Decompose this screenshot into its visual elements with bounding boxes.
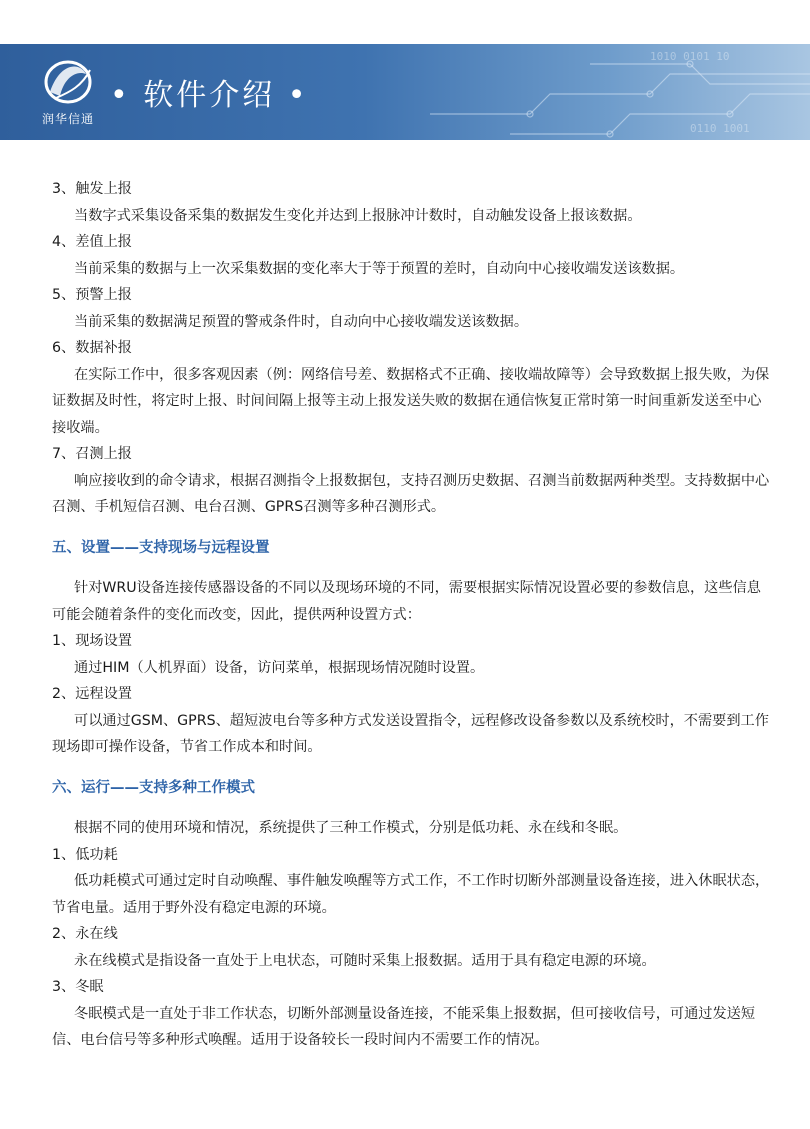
paragraph: 通过HIM（人机界面）设备，访问菜单，根据现场情况随时设置。: [74, 659, 485, 676]
list-item-heading: 3、冬眠: [52, 979, 104, 995]
page-title: • 软件介绍 •: [110, 78, 309, 113]
paragraph: 永在线模式是指设备一直处于上电状态，可随时采集上报数据。适用于具有稳定电源的环境。: [74, 952, 656, 969]
svg-text:0110 1001: 0110 1001: [690, 122, 750, 135]
paragraph: 响应接收到的命令请求，根据召测指令上报数据包，支持召测历史数据、召测当前数据两种类型。支持数据中心召测、手机短信召测、电台召测、GPRS召测等多种召测形式。: [52, 472, 770, 515]
list-item-heading: 3、触发上报: [52, 181, 132, 197]
paragraph: 针对WRU设备连接传感器设备的不同以及现场环境的不同，需要根据实际情况设置必要的参数信息，这些信息可能会随着条件的变化而改变，因此，提供两种设置方式：: [52, 580, 761, 623]
list-item-heading: 5、预警上报: [52, 287, 132, 303]
svg-text:1010 0101 10: 1010 0101 10: [650, 50, 730, 63]
paragraph: 可以通过GSM、GPRS、超短波电台等多种方式发送设置指令，远程修改设备参数以及系统校时，不需要到工作现场即可操作设备，节省工作成本和时间。: [52, 712, 769, 755]
circuit-pattern-icon: [390, 44, 810, 140]
header-banner: [0, 44, 810, 140]
logo-text: 润华信通: [41, 112, 94, 126]
paragraph: 当前采集的数据满足预置的警戒条件时，自动向中心接收端发送该数据。: [74, 313, 529, 330]
paragraph: 当数字式采集设备采集的数据发生变化并达到上报脉冲计数时，自动触发设备上报该数据。: [74, 207, 642, 224]
paragraph: 根据不同的使用环境和情况，系统提供了三种工作模式，分别是低功耗、永在线和冬眠。: [74, 820, 628, 836]
document-body: [52, 176, 772, 1054]
section-heading: 五、设置——支持现场与远程设置: [52, 539, 270, 556]
list-item-heading: 1、低功耗: [52, 846, 118, 863]
paragraph: 在实际工作中，很多客观因素（例：网络信号差、数据格式不正确、接收端故障等）会导致数据上报失败，为保证数据及时性，将定时上报、时间间隔上报等主动上报发送失败的数据在通信恢复正常时第一时间重新发送至中心接收端。: [52, 366, 770, 436]
section-heading: 六、运行——支持多种工作模式: [52, 779, 255, 796]
list-item-heading: 1、现场设置: [52, 633, 132, 649]
list-item-heading: 6、数据补报: [52, 340, 132, 356]
paragraph: 低功耗模式可通过定时自动唤醒、事件触发唤醒等方式工作，不工作时切断外部测量设备连接，进入休眠状态，节省电量。适用于野外没有稳定电源的环境。: [52, 873, 770, 916]
list-item-heading: 2、永在线: [52, 926, 118, 942]
list-item-heading: 7、召测上报: [52, 446, 132, 462]
list-item-heading: 4、差值上报: [52, 234, 132, 250]
list-item-heading: 2、远程设置: [52, 686, 132, 702]
paragraph: 当前采集的数据与上一次采集数据的变化率大于等于预置的差时，自动向中心接收端发送该数据。: [74, 260, 685, 277]
paragraph: 冬眠模式是一直处于非工作状态，切断外部测量设备连接，不能采集上报数据，但可接收信号，可通过发送短信、电台信号等多种形式唤醒。适用于设备较长一段时间内不需要工作的情况。: [52, 1005, 756, 1048]
